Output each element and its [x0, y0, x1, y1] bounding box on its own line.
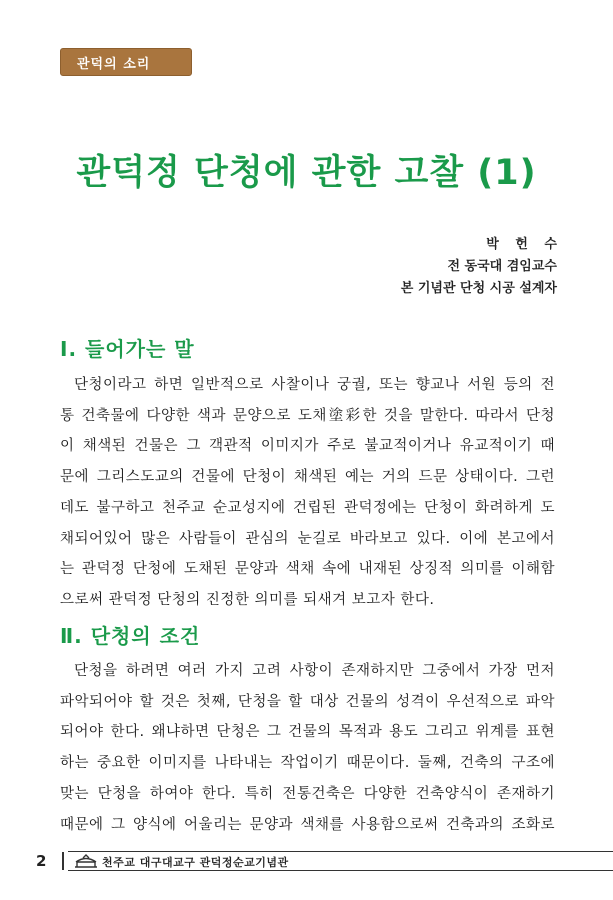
section-badge-label: 관덕의 소리 [77, 57, 151, 72]
section-heading-1: Ⅰ. 들어가는 말 [60, 337, 195, 361]
author-affiliation-1: 전 동국대 겸임교수 [447, 259, 557, 274]
section-badge [60, 48, 192, 76]
section-1-paragraph [60, 370, 555, 616]
paragraph-line: 하는 중요한 이미지를 나타내는 작업이기 때문이다. 둘째, 건축의 구조에 [60, 755, 555, 772]
paragraph-line: 문에 그리스도교의 건물에 단청이 채색된 예는 거의 드문 상태이다. 그런 [60, 469, 555, 486]
section-2-paragraph [60, 656, 555, 840]
footer-rule-bottom [68, 870, 613, 871]
paragraph-line: 데도 불구하고 천주교 순교성지에 건립된 관덕정에는 단청이 화려하게 도 [60, 499, 555, 516]
building-logo-icon [74, 854, 98, 868]
paragraph-line: 단청이라고 하면 일반적으로 사찰이나 궁궐, 또는 향교나 서원 등의 전 [74, 377, 555, 393]
author-name: 박 헌 수 [486, 237, 563, 252]
author-affiliation-2: 본 기념관 단청 시공 설계자 [400, 281, 557, 296]
paragraph-line: 때문에 그 양식에 어울리는 문양과 색채를 사용함으로써 건축과의 조화로 [60, 816, 555, 833]
paragraph-line: 채되어있어 많은 사람들이 관심의 눈길로 바라보고 있다. 이에 본고에서 [60, 530, 555, 547]
paragraph-line: 는 관덕정 단청에 도채된 문양과 색채 속에 내재된 상징적 의미를 이해함 [60, 561, 555, 578]
paragraph-line: 단청을 하려면 여러 가지 고려 사항이 존재하지만 그중에서 가장 먼저 [74, 663, 555, 679]
section-heading-2: Ⅱ. 단청의 조건 [60, 624, 201, 648]
paragraph-line: 으로써 관덕정 단청의 진정한 의미를 되새겨 보고자 한다. [60, 591, 435, 608]
paragraph-line: 통 건축물에 다양한 색과 문양으로 도채塗彩한 것을 말한다. 따라서 단청 [60, 407, 555, 424]
footer-publication: 천주교 대구대교구 관덕정순교기념관 [102, 856, 289, 869]
paragraph-line: 파악되어야 할 것은 첫째, 단청을 할 대상 건물의 성격이 우선적으로 파악 [60, 693, 555, 710]
author-block [400, 234, 563, 300]
paragraph-line: 되어야 한다. 왜냐하면 단청은 그 건물의 목적과 용도 그리고 위계를 표현 [60, 724, 555, 741]
article-title: 관덕정 단청에 관한 고찰 (1) [76, 153, 537, 193]
page-number: 2 [36, 852, 47, 870]
footer-divider [62, 852, 64, 870]
paragraph-line: 맞는 단청을 하여야 한다. 특히 전통건축은 다양한 건축양식이 존재하기 [60, 785, 555, 802]
paragraph-line: 이 채색된 건물은 그 객관적 이미지가 주로 불교적이거나 유교적이기 때 [60, 438, 555, 455]
footer-rule-top [68, 851, 613, 852]
